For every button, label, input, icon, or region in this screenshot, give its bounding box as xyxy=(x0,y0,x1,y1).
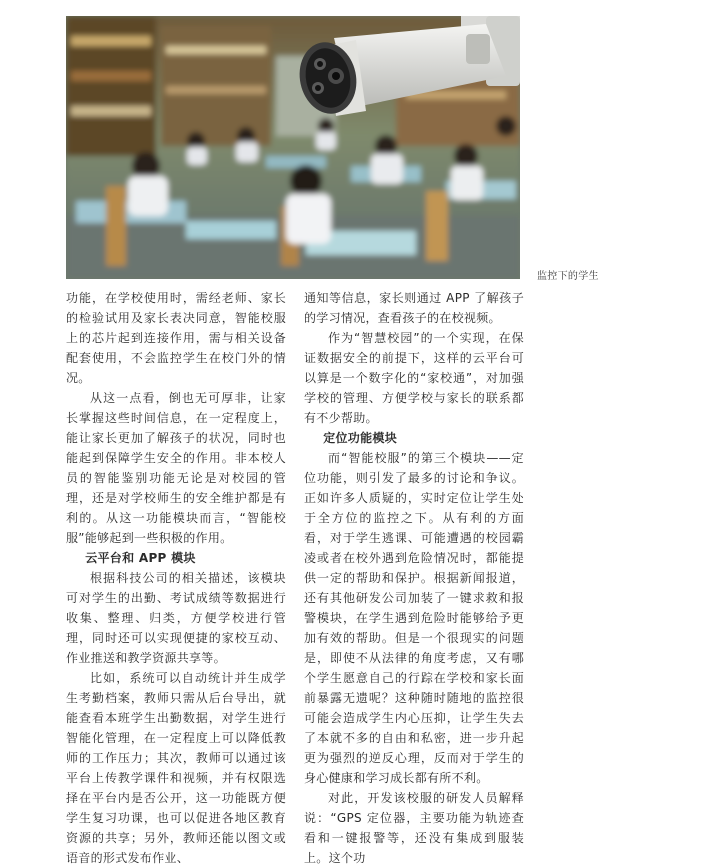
paragraph: 根据科技公司的相关描述，该模块可对学生的出勤、考试成绩等数据进行收集、整理、归类，方便学校进行管理，同时还可以实现便捷的家校互动、作业推送和教学资源共享等。 xyxy=(66,571,286,665)
paragraph: 而“智能校服”的第三个模块——定位功能，则引发了最多的讨论和争议。正如许多人质疑的，实时定位让学生处于全方位的监控之下。从有利的方面看，对于学生逃课、可能遭遇的校园霸凌或者在校外遇到危险情况时，都能提供一定的帮助和保护。根据新闻报道，还有其他研发公司加装了一键求救和报警模块，在学生遇到危险时能够给予更加有效的帮助。但是一个很现实的问题是，即使不从法律的角度考虑，又有哪个学生愿意自己的行踪在学校和家长面前暴露无遗呢？这种随时随地的监控很可能会造成学生内心压抑，让学生失去了本就不多的自由和私密，进一步升起更为强烈的逆反心理，反而对于学生的身心健康和学习成长都有所不利。 xyxy=(304,451,524,785)
paragraph: 对此，开发该校服的研发人员解释说：“GPS 定位器，主要功能为轨迹查看和一键报警等，还没有集成到服装上。这个功 xyxy=(304,791,524,865)
paragraph: 功能，在学校使用时，需经老师、家长的检验试用及家长表决同意，智能校服上的芯片起到连接作用，需与相关设备配套使用，不会监控学生在校门外的情况。 xyxy=(66,291,286,385)
classroom-camera-photo xyxy=(66,16,520,279)
left-text-column xyxy=(66,288,286,868)
paragraph: 从这一点看，倒也无可厚非，让家长掌握这些时间信息，在一定程度上，能让家长更加了解孩子的状况，同时也能起到保障学生安全的作用。非本校人员的智能鉴别功能无论是对校园的管理，还是对学校师生的安全维护都是有利的。从这一功能模块而言，“智能校服”能够起到一些积极的作用。 xyxy=(66,391,286,545)
right-text-column xyxy=(304,288,524,868)
paragraph: 作为“智慧校园”的一个实现，在保证数据安全的前提下，这样的云平台可以算是一个数字化的“家校通”，对加强学校的管理、方便学校与家长的联系都有不少帮助。 xyxy=(304,331,524,425)
paragraph: 通知等信息，家长则通过 APP 了解孩子的学习情况，查看孩子的在校视频。 xyxy=(304,291,524,325)
section-heading: 云平台和 APP 模块 xyxy=(85,551,196,565)
photo-caption: 监控下的学生 xyxy=(537,271,599,282)
paragraph: 比如，系统可以自动统计并生成学生考勤档案，教师只需从后台导出，就能查看本班学生出勤数据，对学生进行智能化管理，在一定程度上可以降低教师的工作压力；其次，教师可以通过该平台上传教学课件和视频，并有权限选择在平台内是否公开，这一功能既方便学生复习功课，也可以促进各地区教育资源的共享；另外，教师还能以图文或语音的形式发布作业、 xyxy=(66,671,286,865)
section-heading: 定位功能模块 xyxy=(323,431,397,445)
